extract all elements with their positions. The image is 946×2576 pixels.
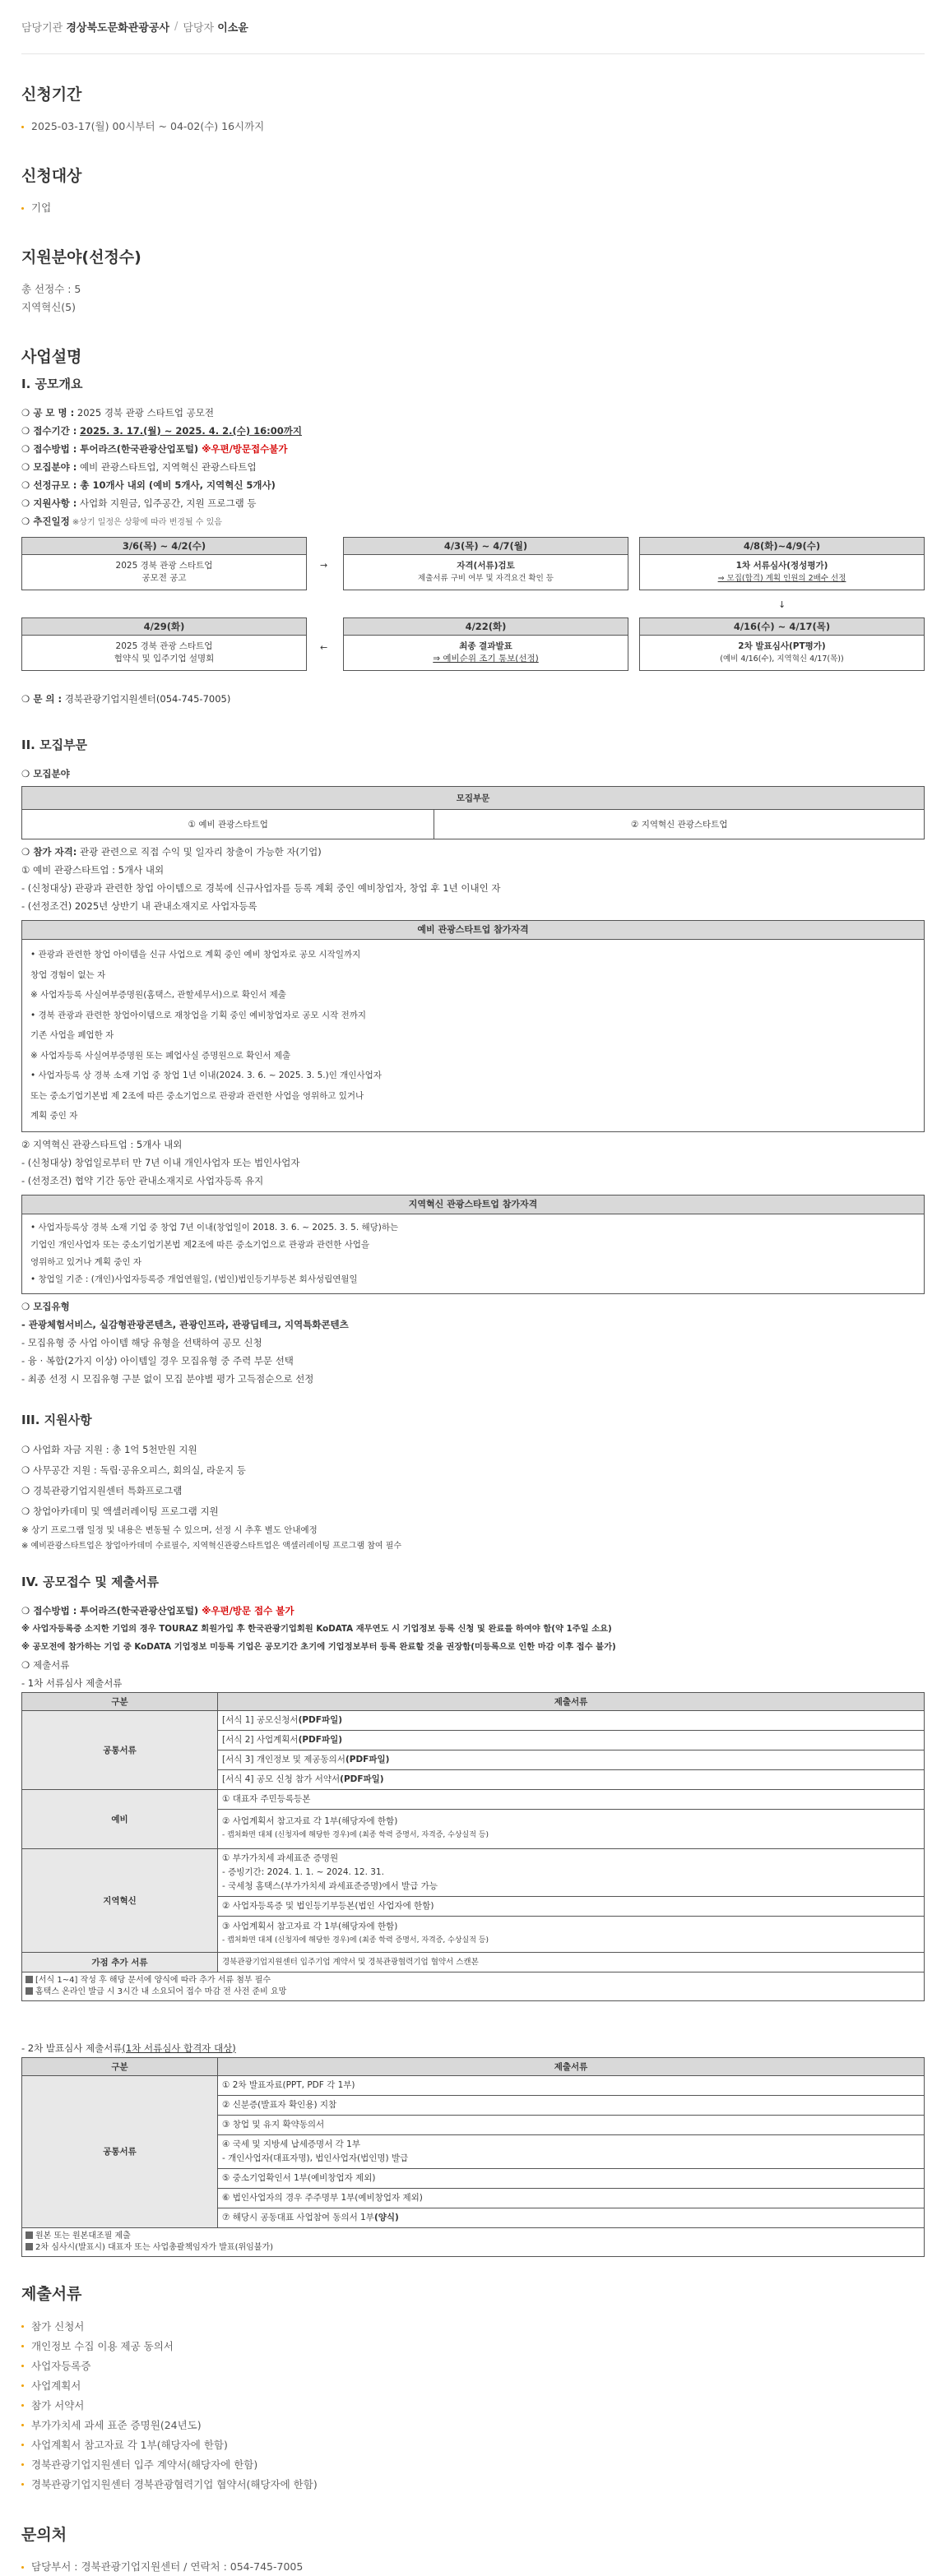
pre-startup-box [21, 920, 925, 1132]
pre-doc-1: ① 대표자 주민등록등본 [218, 1789, 925, 1809]
org-name: 경상북도문화관광공사 [66, 22, 169, 35]
section-4-title: IV. 공모접수 및 제출서류 [21, 1574, 160, 1589]
flow-step-5: 4/22(화) 최종 결과발표 ⇒ 예비순위 조기 통보(선정) [343, 617, 628, 671]
docs-round-2-label: - 2차 발표심사 제출서류(1차 서류심사 합격자 대상) [21, 2042, 236, 2054]
recruit-label: ❍ 모집분야 [21, 768, 70, 779]
regional-target: - (신청대상) 창업일로부터 만 7년 이내 개인사업자 또는 법인사업자 [21, 1156, 300, 1168]
form-3: [서식 3] 개인정보 및 제공동의서(PDF파일) [218, 1750, 925, 1769]
support-items: ❍ 지원사항 : 사업화 지원금, 입주공간, 지원 프로그램 등 [21, 497, 257, 509]
recruit-field: ❍ 모집분야 : 예비 관광스타트업, 지역혁신 관광스타트업 [21, 461, 257, 473]
form-1: [서식 1] 공모신청서(PDF파일) [218, 1710, 925, 1730]
period-title: 신청기간 [21, 86, 82, 104]
flow-step-4: 4/16(수) ~ 4/17(목) 2차 발표심사(PT평가) (예비 4/16(수), 지역혁신 4/17(목)) [639, 617, 925, 671]
type-note-1: - 모집유형 중 사업 아이템 해당 유형을 선택하여 공모 신청 [21, 1336, 262, 1348]
box-line: • 관광과 관련한 창업 아이템을 신규 사업으로 계획 중인 예비 창업자로 공모 시작일까지 [30, 950, 361, 960]
arrow-right-icon: → [320, 560, 328, 571]
recruit-table [21, 786, 925, 839]
arrow-left-icon: ← [320, 642, 328, 653]
round2-doc-6: ⑥ 법인사업자의 경우 주주명부 1부(예비창업자 제외) [218, 2188, 925, 2208]
list-item: 경북관광기업지원센터 입주 계약서(해당자에 한함) [21, 2455, 925, 2475]
support-office: ❍ 사무공간 지원 : 독립·공유오피스, 회의실, 라운지 등 [21, 1464, 246, 1476]
section-1-title: I. 공모개요 [21, 377, 83, 391]
support-total: 총 선정수 : 5 [21, 283, 81, 295]
list-item: 경북관광기업지원센터 경북관광협력기업 협약서(해당자에 한함) [21, 2475, 925, 2495]
box-line: 창업 경험이 없는 자 [30, 969, 106, 980]
apply-note-2: ※ 공모전에 참가하는 기업 중 KoDATA 기업정보 미등록 기업은 공모기간 초기에 기업정보부터 등록 완료할 것을 권장함(미등록으로 인한 마감 이후 접수 불가) [21, 1641, 616, 1652]
list-item: 사업계획서 [21, 2376, 925, 2396]
inquiry: ❍ 문 의 : 경북관광기업지원센터(054-745-7005) [21, 693, 231, 705]
header [21, 0, 925, 54]
receipt-method: ❍ 접수방법 : 투어라즈(한국관광산업포털) ※우편/방문접수불가 [21, 443, 288, 455]
contact-value: 담당부서 : 경북관광기업지원센터 / 연락처 : 054-745-7005 [21, 2558, 925, 2576]
type-label: ❍ 모집유형 [21, 1300, 70, 1312]
form-4: [서식 4] 공모 신청 참가 서약서(PDF파일) [218, 1769, 925, 1789]
box-line: 기업인 개인사업자 또는 중소기업기본법 제2조에 따른 중소기업으로 관광과 관련한 사업을 [30, 1239, 370, 1250]
support-note-1: ※ 상기 프로그램 일정 및 내용은 변동될 수 있으며, 선정 시 추후 별도 안내예정 [21, 1524, 318, 1535]
support-academy: ❍ 창업아카데미 및 액셀러레이팅 프로그램 지원 [21, 1505, 219, 1517]
pre-startup-target: - (신청대상) 관광과 관련한 창업 아이템으로 경북에 신규사업자를 등록 계획 중인 예비창업자, 창업 후 1년 이내인 자 [21, 882, 501, 894]
eligibility: ❍ 참가 자격: 관광 관련으로 직접 수익 및 일자리 창출이 가능한 자(기업) [21, 846, 322, 858]
round2-doc-7: ⑦ 해당시 공동대표 사업참여 동의서 1부(양식) [218, 2208, 925, 2227]
box-line: ※ 사업자등록 사실여부증명원 또는 폐업사실 증명원으로 확인서 제출 [30, 1050, 291, 1061]
desc-title: 사업설명 [21, 348, 82, 366]
recruit-cell-2: ② 지역혁신 관광스타트업 [434, 810, 925, 839]
docs-list [21, 2317, 925, 2495]
flow-step-2: 4/3(목) ~ 4/7(월) 자격(서류)검토 제출서류 구비 여부 및 자격요건 확인 등 [343, 537, 628, 590]
support-program: ❍ 경북관광기업지원센터 특화프로그램 [21, 1484, 183, 1496]
type-list: - 관광체험서비스, 실감형관광콘텐츠, 관광인프라, 관광딥테크, 지역특화콘텐츠 [21, 1318, 349, 1330]
target-value: 기업 [21, 199, 925, 217]
section-3-title: III. 지원사항 [21, 1412, 92, 1427]
list-item: 사업계획서 참고자료 각 1부(해당자에 한함) [21, 2435, 925, 2455]
round2-doc-1: ① 2차 발표자료(PPT, PDF 각 1부) [218, 2075, 925, 2095]
selection-scale: ❍ 선정규모 : 총 10개사 내외 (예비 5개사, 지역혁신 5개사) [21, 479, 276, 491]
contest-name: ❍ 공 모 명 : 2025 경북 관광 스타트업 공모전 [21, 407, 214, 419]
box-line: • 경북 관광과 관련한 창업아이템으로 재창업을 기획 중인 예비창업자로 공모 시작 전까지 [30, 1010, 367, 1020]
divider: / [174, 21, 179, 33]
manager-name: 이소윤 [217, 22, 248, 35]
pre-startup-condition: - (선정조건) 2025년 상반기 내 관내소재지로 사업자등록 [21, 900, 257, 912]
common-docs: 공통서류 [22, 1710, 218, 1789]
docs-label: ❍ 제출서류 [21, 1658, 70, 1671]
list-item: 개인정보 수집 이용 제공 동의서 [21, 2337, 925, 2356]
flow-step-1: 3/6(목) ~ 4/2(수) 2025 경북 관광 스타트업 공모전 공고 [21, 537, 307, 590]
arrow-down-icon: ↓ [778, 599, 786, 610]
round2-table [21, 2057, 925, 2257]
round2-notes: 원본 또는 원본대조필 제출 2차 심사시(발표시) 대표자 또는 사업총괄책임자가 발표(위임불가) [22, 2227, 925, 2256]
manager-label: 담당자 [183, 22, 215, 35]
regional-box-content [22, 1214, 924, 1293]
box-line: • 창업일 기준 : (개인)사업자등록증 개업연월일, (법인)법인등기부등본 회사성립연월일 [30, 1274, 358, 1284]
box-line: • 사업자등록상 경북 소재 기업 중 창업 7년 이내(창업일이 2018. 3. 6. ~ 2025. 3. 5. 해당)하는 [30, 1222, 399, 1233]
box-line: 영위하고 있거나 계획 중인 자 [30, 1256, 142, 1267]
extra-docs: 가점 추가 서류 [22, 1952, 218, 1972]
regional-doc-2: ② 사업자등록증 및 법인등기부등본(법인 사업자에 한함) [218, 1896, 925, 1916]
round2-doc-3: ③ 창업 및 유지 확약동의서 [218, 2115, 925, 2134]
list-item: 부가가치세 과세 표준 증명원(24년도) [21, 2416, 925, 2435]
receipt-period: ❍ 접수기간 : 2025. 3. 17.(월) ~ 2025. 4. 2.(수) 16:00까지 [21, 425, 302, 437]
round2-common-docs: 공통서류 [22, 2075, 218, 2227]
org-label: 담당기관 [21, 22, 63, 35]
form-2: [서식 2] 사업계획서(PDF파일) [218, 1730, 925, 1750]
apply-note-1: ※ 사업자등록증 소지한 기업의 경우 TOURAZ 회원가입 후 한국관광기업회원 KoDATA 재무연도 시 기업정보 등록 신청 및 완료를 하여야 함(약 1주일 소요) [21, 1623, 612, 1634]
recruit-cell-1: ① 예비 관광스타트업 [22, 810, 434, 839]
section-2-title: II. 모집부문 [21, 738, 88, 752]
regional-doc-1: ① 부가가치세 과세표준 증명원 - 증빙기간: 2024. 1. 1. ~ 2024. 12. 31. - 국세청 홈택스(부가가치세 과세표준증명)에서 발급 가능 [218, 1848, 925, 1896]
list-item: 참가 서약서 [21, 2396, 925, 2416]
round1-head-docs: 제출서류 [218, 1692, 925, 1710]
regional-box-title: 지역혁신 관광스타트업 참가자격 [22, 1196, 924, 1214]
schedule-label: ❍ 추진일정 ※상기 일정은 상황에 따라 변경될 수 있음 [21, 516, 222, 527]
round2-head-docs: 제출서류 [218, 2057, 925, 2075]
round1-head-category: 구분 [22, 1692, 218, 1710]
support-field: 지역혁신(5) [21, 301, 77, 313]
regional-docs: 지역혁신 [22, 1848, 218, 1952]
box-line: 기존 사업을 폐업한 자 [30, 1030, 114, 1040]
box-line: 계획 중인 자 [30, 1111, 78, 1121]
recruit-table-head: 모집부문 [22, 787, 925, 810]
pre-startup-box-title: 예비 관광스타트업 참가자격 [22, 921, 924, 940]
box-line: 또는 중소기업기본법 제 2조에 따른 중소기업으로 관광과 관련한 사업을 영위하고 있거나 [30, 1090, 364, 1101]
regional-doc-3: ③ 사업계획서 참고자료 각 1부(해당자에 한함) - 캡처화면 대체 (신청자에 해당한 경우)에 (최종 학력 증명서, 자격증, 수상실적 등) [218, 1916, 925, 1952]
target-title: 신청대상 [21, 167, 82, 185]
docs-round-1-label: - 1차 서류심사 제출서류 [21, 1676, 123, 1689]
contact-title: 문의처 [21, 2525, 67, 2544]
pre-startup-box-content [22, 940, 924, 1131]
schedule-flow [21, 537, 925, 690]
period-value: 2025-03-17(월) 00시부터 ~ 04-02(수) 16시까지 [21, 118, 925, 136]
flow-step-3: 4/8(화)~4/9(수) 1차 서류심사(정성평가) ⇒ 모집(합격) 계획 인원의 2배수 선정 [639, 537, 925, 590]
round2-head-category: 구분 [22, 2057, 218, 2075]
support-fund: ❍ 사업화 자금 지원 : 총 1억 5천만원 지원 [21, 1443, 197, 1455]
support-note-2: ※ 예비관광스타트업은 창업아카데미 수료필수, 지역혁신관광스타트업은 액셀러레이팅 프로그램 참여 필수 [21, 1541, 402, 1551]
list-item: 사업자등록증 [21, 2356, 925, 2376]
round1-table [21, 1692, 925, 2001]
round1-notes: [서식 1~4] 작성 후 해당 문서에 양식에 따라 추가 서류 첨부 필수 홈택스 온라인 발급 시 3시간 내 소요되어 접수 마감 전 사전 준비 요망 [22, 1972, 925, 2000]
pre-doc-2: ② 사업계획서 참고자료 각 1부(해당자에 한함) - 캡처화면 대체 (신청자에 해당한 경우)에 (최종 학력 증명서, 자격증, 수상실적 등) [218, 1809, 925, 1848]
box-line: • 사업자등록 상 경북 소재 기업 중 창업 1년 이내(2024. 3. 6. ~ 2025. 3. 5.)인 개인사업자 [30, 1071, 382, 1080]
support-title: 지원분야(선정수) [21, 248, 141, 266]
docs-title: 제출서류 [21, 2284, 82, 2303]
extra-doc-1: 경북관광기업지원센터 입주기업 계약서 및 경북관광협력기업 협약서 스캔본 [218, 1952, 925, 1972]
regional-condition: - (선정조건) 협약 기간 동안 관내소재지로 사업자등록 유지 [21, 1174, 264, 1186]
round2-doc-4: ④ 국세 및 지방세 납세증명서 각 1부 - 개인사업자(대표자명), 법인사업자(법인명) 발급 [218, 2134, 925, 2168]
flow-step-6: 4/29(화) 2025 경북 관광 스타트업 협약식 및 입주기업 설명회 [21, 617, 307, 671]
apply-method: ❍ 접수방법 : 투어라즈(한국관광산업포털) ※우편/방문 접수 불가 [21, 1604, 294, 1616]
round2-doc-2: ② 신분증(발표자 확인용) 지참 [218, 2095, 925, 2115]
regional-box [21, 1195, 925, 1294]
round2-doc-5: ⑤ 중소기업확인서 1부(예비창업자 제외) [218, 2168, 925, 2188]
list-item: 참가 신청서 [21, 2317, 925, 2337]
pre-docs: 예비 [22, 1789, 218, 1848]
type-note-3: - 최종 선정 시 모집유형 구분 없이 모집 분야별 평가 고득점순으로 선정 [21, 1372, 314, 1385]
type-note-2: - 융 · 복합(2가지 이상) 아이템일 경우 모집유형 중 주력 부문 선택 [21, 1354, 294, 1367]
box-line: ※ 사업자등록 사실여부증명원(홈택스, 관할세무서)으로 확인서 제출 [30, 990, 286, 1000]
pre-startup-count: ① 예비 관광스타트업 : 5개사 내외 [21, 864, 165, 876]
regional-count: ② 지역혁신 관광스타트업 : 5개사 내외 [21, 1138, 183, 1150]
